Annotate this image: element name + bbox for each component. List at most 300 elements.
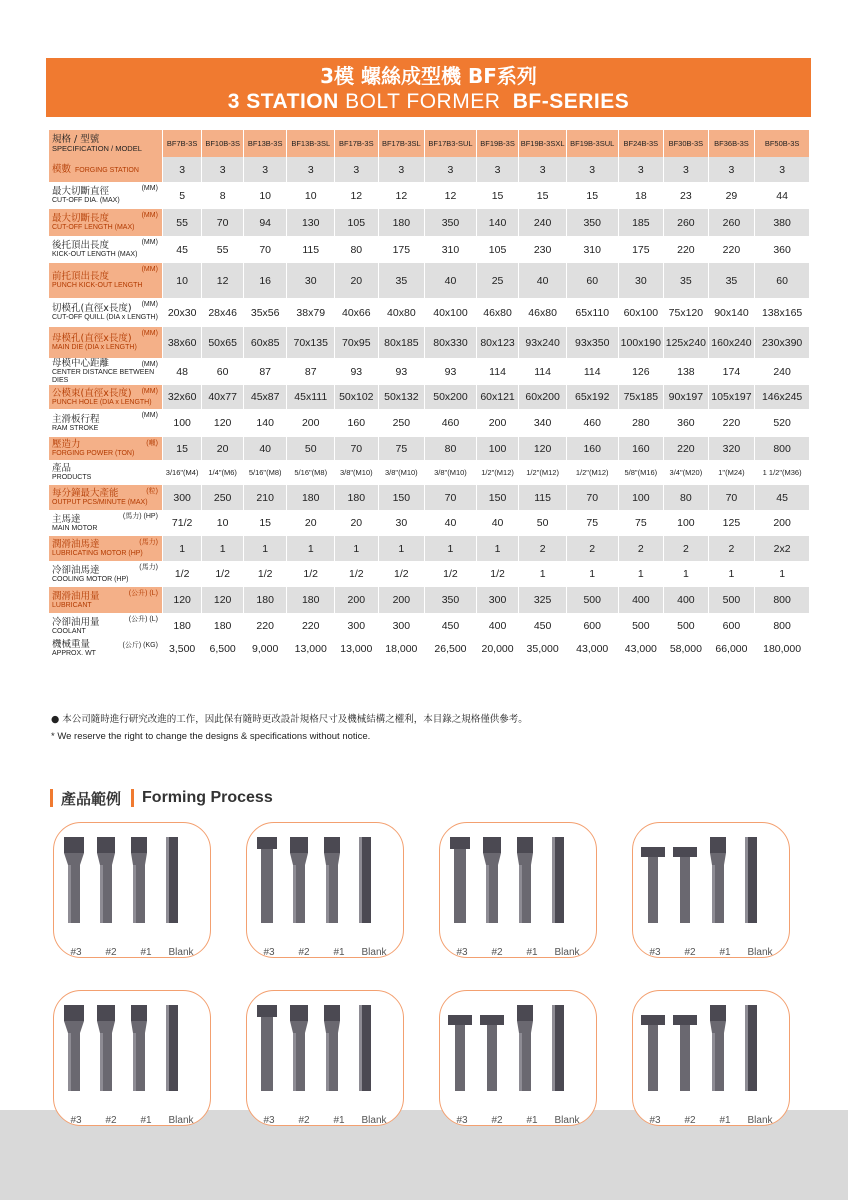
spec-value-cell: 80x185 xyxy=(378,327,425,358)
forming-example-card xyxy=(246,822,404,958)
spec-value-cell: 87 xyxy=(287,358,335,385)
spec-value-cell: 40x77 xyxy=(202,385,244,409)
spec-value-cell: 60x85 xyxy=(243,327,287,358)
spec-row xyxy=(49,209,810,236)
forming-parts-illustration xyxy=(440,823,597,958)
row-label-cn: 主滑板行程 xyxy=(52,413,100,425)
part-stage-1 xyxy=(324,1005,340,1091)
spec-value-cell: 30 xyxy=(287,263,335,298)
spec-value-cell: 220 xyxy=(287,613,335,639)
part-stage-2 xyxy=(480,1015,504,1091)
forming-parts-illustration xyxy=(633,991,790,1126)
spec-value-cell: 320 xyxy=(708,437,755,460)
stage-label: #1 xyxy=(719,1115,731,1126)
model-header-cell: BF17B3-SUL xyxy=(425,130,477,157)
part-stage-0 xyxy=(166,1005,178,1091)
spec-row xyxy=(49,236,810,263)
spec-value-cell: 75x120 xyxy=(664,298,709,327)
spec-value-cell: 70 xyxy=(566,485,618,510)
spec-value-cell: 3 xyxy=(566,157,618,182)
stage-label: #3 xyxy=(263,1115,275,1126)
forming-example-card xyxy=(632,822,790,958)
spec-row xyxy=(49,485,810,510)
spec-value-cell: 1 xyxy=(425,536,477,561)
stage-label: #3 xyxy=(263,947,275,958)
spec-value-cell: 30 xyxy=(618,263,664,298)
stage-label: #2 xyxy=(298,1115,310,1126)
part-stage-2 xyxy=(97,837,115,923)
spec-value-cell: 1/4"(M6) xyxy=(202,460,244,485)
spec-value-cell: 46x80 xyxy=(519,298,567,327)
part-stage-2 xyxy=(290,837,308,923)
spec-value-cell: 38x60 xyxy=(162,327,201,358)
stage-label: Blank xyxy=(361,947,387,958)
spec-value-cell: 30 xyxy=(378,510,425,536)
spec-value-cell: 80 xyxy=(425,437,477,460)
spec-value-cell: 350 xyxy=(425,587,477,613)
spec-value-cell: 75x185 xyxy=(618,385,664,409)
model-header-cell: BF13B-3S xyxy=(243,130,287,157)
part-stage-3 xyxy=(450,837,470,923)
row-label-cn: 潤滑油用量 xyxy=(52,590,100,602)
part-stage-2 xyxy=(673,1015,697,1091)
spec-value-cell: 3 xyxy=(287,157,335,182)
row-label-unit: (MM) xyxy=(141,266,158,273)
row-label-en: CENTER DISTANCE BETWEEN DIES xyxy=(52,369,155,384)
spec-value-cell: 18,000 xyxy=(378,639,425,658)
spec-value-cell: 12 xyxy=(335,182,379,209)
spec-value-cell: 500 xyxy=(708,587,755,613)
row-label-cell xyxy=(49,639,162,658)
row-label-cn: 最大切斷長度 xyxy=(52,213,110,224)
spec-value-cell: 3 xyxy=(708,157,755,182)
stage-label: Blank xyxy=(168,1115,194,1126)
spec-value-cell: 65x192 xyxy=(566,385,618,409)
spec-value-cell: 180 xyxy=(202,613,244,639)
spec-value-cell: 210 xyxy=(243,485,287,510)
model-header-cell: BF24B-3S xyxy=(618,130,664,157)
spec-value-cell: 20x30 xyxy=(162,298,201,327)
spec-value-cell: 20,000 xyxy=(476,639,519,658)
row-label-cell xyxy=(49,437,162,460)
spec-value-cell: 26,500 xyxy=(425,639,477,658)
spec-value-cell: 8 xyxy=(202,182,244,209)
spec-value-cell: 220 xyxy=(664,236,709,263)
stage-label: #2 xyxy=(105,1115,117,1126)
spec-row xyxy=(49,613,810,639)
spec-row xyxy=(49,358,810,385)
spec-value-cell: 45x87 xyxy=(243,385,287,409)
spec-value-cell: 3 xyxy=(378,157,425,182)
spec-value-cell: 3/16"(M4) xyxy=(162,460,201,485)
forming-parts-illustration xyxy=(633,823,790,958)
model-header-cell: BF19B-3SUL xyxy=(566,130,618,157)
spec-value-cell: 15 xyxy=(566,182,618,209)
spec-value-cell: 93x240 xyxy=(519,327,567,358)
spec-value-cell: 3 xyxy=(476,157,519,182)
row-label-en: KICK-OUT LENGTH (MAX) xyxy=(52,251,138,258)
row-label-unit: (粒) xyxy=(146,488,158,495)
spec-value-cell: 100 xyxy=(476,437,519,460)
row-label-unit: (MM) xyxy=(141,388,158,395)
spec-value-cell: 230x390 xyxy=(755,327,810,358)
model-header-cell: BF30B-3S xyxy=(664,130,709,157)
spec-value-cell: 80 xyxy=(335,236,379,263)
spec-value-cell: 140 xyxy=(243,409,287,437)
spec-value-cell: 45x111 xyxy=(287,385,335,409)
spec-value-cell: 120 xyxy=(162,587,201,613)
spec-value-cell: 5/16"(M8) xyxy=(243,460,287,485)
spec-value-cell: 10 xyxy=(162,263,201,298)
stage-label: #3 xyxy=(70,947,82,958)
spec-value-cell: 93 xyxy=(425,358,477,385)
row-label-en: RAM STROKE xyxy=(52,424,99,432)
spec-value-cell: 70 xyxy=(708,485,755,510)
spec-value-cell: 50x65 xyxy=(202,327,244,358)
spec-value-cell: 120 xyxy=(202,587,244,613)
stage-label: #2 xyxy=(298,947,310,958)
spec-value-cell: 150 xyxy=(476,485,519,510)
spec-value-cell: 114 xyxy=(476,358,519,385)
spec-value-cell: 125 xyxy=(708,510,755,536)
spec-value-cell: 15 xyxy=(476,182,519,209)
part-stage-2 xyxy=(483,837,501,923)
spec-value-cell: 80x123 xyxy=(476,327,519,358)
row-label-cn: 母模中心距離 xyxy=(52,358,110,369)
spec-row xyxy=(49,157,810,182)
row-label-cn: 模數 xyxy=(52,164,72,175)
part-stage-3 xyxy=(448,1015,472,1091)
row-label-cell xyxy=(49,358,162,385)
row-label-cn: 最大切斷直徑 xyxy=(52,186,110,197)
spec-value-cell: 3 xyxy=(755,157,810,182)
spec-value-cell: 60x100 xyxy=(618,298,664,327)
spec-value-cell: 1/2"(M12) xyxy=(476,460,519,485)
spec-row xyxy=(49,561,810,587)
model-header-cell: BF17B-3S xyxy=(335,130,379,157)
part-stage-1 xyxy=(517,837,533,923)
stage-label: #3 xyxy=(649,947,661,958)
spec-value-cell: 20 xyxy=(202,437,244,460)
heading-bar xyxy=(131,789,134,807)
spec-value-cell: 80 xyxy=(664,485,709,510)
stage-label: Blank xyxy=(747,1115,773,1126)
spec-value-cell: 40 xyxy=(243,437,287,460)
spec-value-cell: 250 xyxy=(378,409,425,437)
spec-value-cell: 40 xyxy=(425,510,477,536)
row-label-unit: (公斤) (KG) xyxy=(122,642,158,649)
forming-process-heading xyxy=(50,787,273,809)
spec-value-cell: 1/2 xyxy=(378,561,425,587)
spec-value-cell: 450 xyxy=(425,613,477,639)
spec-value-cell: 1/2"(M12) xyxy=(566,460,618,485)
spec-value-cell: 1 xyxy=(243,536,287,561)
spec-value-cell: 200 xyxy=(755,510,810,536)
spec-row xyxy=(49,510,810,536)
row-label-cn: 每分鐘最大產能 xyxy=(52,488,119,499)
spec-value-cell: 20 xyxy=(335,263,379,298)
spec-value-cell: 70 xyxy=(335,437,379,460)
spec-value-cell: 60x200 xyxy=(519,385,567,409)
spec-value-cell: 500 xyxy=(566,587,618,613)
forming-parts-illustration xyxy=(247,823,404,958)
title-en-main: BOLT FORMER xyxy=(345,90,501,113)
spec-value-cell: 1/2 xyxy=(476,561,519,587)
forming-example-card xyxy=(53,990,211,1126)
spec-value-cell: 500 xyxy=(664,613,709,639)
spec-value-cell: 160 xyxy=(335,409,379,437)
spec-value-cell: 200 xyxy=(476,409,519,437)
spec-value-cell: 138x165 xyxy=(755,298,810,327)
spec-value-cell: 3 xyxy=(519,157,567,182)
spec-value-cell: 1 xyxy=(287,536,335,561)
part-stage-1 xyxy=(324,837,340,923)
spec-value-cell: 180 xyxy=(378,209,425,236)
row-label-unit: (MM) xyxy=(141,301,158,308)
spec-value-cell: 800 xyxy=(755,437,810,460)
spec-value-cell: 250 xyxy=(202,485,244,510)
spec-value-cell: 3 xyxy=(425,157,477,182)
title-banner xyxy=(46,58,811,117)
spec-value-cell: 75 xyxy=(618,510,664,536)
spec-value-cell: 94 xyxy=(243,209,287,236)
row-label-cn: 後托頂出長度 xyxy=(52,240,110,251)
spec-value-cell: 44 xyxy=(755,182,810,209)
spec-value-cell: 100x190 xyxy=(618,327,664,358)
row-label-en: COOLING MOTOR (HP) xyxy=(52,575,129,583)
stage-label: #3 xyxy=(456,947,468,958)
spec-value-cell: 100 xyxy=(162,409,201,437)
row-label-cn: 冷卻油馬達 xyxy=(52,564,100,576)
spec-value-cell: 5/16"(M8) xyxy=(287,460,335,485)
row-label-cell xyxy=(49,409,162,437)
spec-value-cell: 1/2 xyxy=(243,561,287,587)
spec-value-cell: 35 xyxy=(664,263,709,298)
spec-value-cell: 220 xyxy=(243,613,287,639)
row-label-unit: (MM) xyxy=(141,361,158,368)
spec-value-cell: 520 xyxy=(755,409,810,437)
part-stage-1 xyxy=(517,1005,533,1091)
row-label-unit: (MM) xyxy=(141,412,158,419)
model-header-cell: BF17B-3SL xyxy=(378,130,425,157)
spec-value-cell: 115 xyxy=(287,236,335,263)
spec-value-cell: 146x245 xyxy=(755,385,810,409)
spec-value-cell: 1/2 xyxy=(287,561,335,587)
spec-value-cell: 35 xyxy=(378,263,425,298)
stage-label: #2 xyxy=(491,1115,503,1126)
row-label-en: FORGING STATION xyxy=(75,167,139,174)
row-label-cell xyxy=(49,561,162,587)
spec-value-cell: 1 xyxy=(618,561,664,587)
spec-value-cell: 43,000 xyxy=(618,639,664,658)
spec-value-cell: 40 xyxy=(519,263,567,298)
stage-label: Blank xyxy=(361,1115,387,1126)
row-label-cell xyxy=(49,298,162,327)
row-label-cn: 主馬達 xyxy=(52,513,81,525)
spec-value-cell: 1/2"(M12) xyxy=(519,460,567,485)
spec-value-cell: 93x350 xyxy=(566,327,618,358)
stage-label: #1 xyxy=(719,947,731,958)
spec-value-cell: 28x46 xyxy=(202,298,244,327)
row-label-cell xyxy=(49,536,162,561)
spec-value-cell: 38x79 xyxy=(287,298,335,327)
spec-value-cell: 150 xyxy=(378,485,425,510)
row-label-unit: (馬力) xyxy=(139,564,158,571)
spec-value-cell: 3/8"(M10) xyxy=(335,460,379,485)
forming-parts-illustration xyxy=(54,991,211,1126)
spec-value-cell: 70 xyxy=(425,485,477,510)
spec-value-cell: 20 xyxy=(335,510,379,536)
row-label-cell xyxy=(49,209,162,236)
part-stage-3 xyxy=(64,1005,84,1091)
spec-value-cell: 200 xyxy=(335,587,379,613)
spec-value-cell: 25 xyxy=(476,263,519,298)
spec-value-cell: 126 xyxy=(618,358,664,385)
part-stage-0 xyxy=(166,837,178,923)
stage-label: Blank xyxy=(554,1115,580,1126)
spec-value-cell: 310 xyxy=(425,236,477,263)
spec-value-cell: 1/2 xyxy=(162,561,201,587)
spec-value-cell: 40x66 xyxy=(335,298,379,327)
part-stage-2 xyxy=(673,847,697,923)
row-label-en: PUNCH HOLE (DIA x LENGTH) xyxy=(52,398,152,406)
row-label-cell xyxy=(49,485,162,510)
spec-value-cell: 50x132 xyxy=(378,385,425,409)
spec-row xyxy=(49,536,810,561)
spec-row xyxy=(49,182,810,209)
row-label-cn: 母模孔(直徑x長度) xyxy=(52,333,132,344)
spec-value-cell: 13,000 xyxy=(335,639,379,658)
row-label-cn: 前托頂出長度 xyxy=(52,271,110,282)
row-label-en: CUT-OFF QUILL (DIA x LENGTH) xyxy=(52,314,158,321)
heading-en: Forming Process xyxy=(142,789,273,806)
row-label-en: MAIN MOTOR xyxy=(52,524,98,532)
spec-value-cell: 55 xyxy=(162,209,201,236)
spec-value-cell: 125x240 xyxy=(664,327,709,358)
row-label-en: FORGING POWER (TON) xyxy=(52,450,135,457)
spec-value-cell: 114 xyxy=(519,358,567,385)
spec-value-cell: 1 1/2"(M36) xyxy=(755,460,810,485)
spec-value-cell: 3 xyxy=(162,157,201,182)
model-header-cell: BF36B-3S xyxy=(708,130,755,157)
note-english: * We reserve the right to change the designs & specifications without notice. xyxy=(51,731,371,742)
forming-example-card xyxy=(246,990,404,1126)
spec-value-cell: 460 xyxy=(566,409,618,437)
spec-value-cell: 3,500 xyxy=(162,639,201,658)
row-label-en: COOLANT xyxy=(52,627,86,635)
spec-value-cell: 15 xyxy=(519,182,567,209)
spec-value-cell: 240 xyxy=(519,209,567,236)
spec-value-cell: 32x60 xyxy=(162,385,201,409)
spec-value-cell: 200 xyxy=(287,409,335,437)
spec-value-cell: 180 xyxy=(287,485,335,510)
spec-value-cell: 10 xyxy=(202,510,244,536)
header-label-cn: 規格 / 型號 xyxy=(52,134,100,145)
spec-value-cell: 105 xyxy=(476,236,519,263)
spec-value-cell: 70x135 xyxy=(287,327,335,358)
row-label-cn: 產品 xyxy=(52,463,72,474)
spec-value-cell: 138 xyxy=(664,358,709,385)
spec-value-cell: 400 xyxy=(618,587,664,613)
spec-row xyxy=(49,437,810,460)
spec-value-cell: 300 xyxy=(476,587,519,613)
spec-value-cell: 1"(M24) xyxy=(708,460,755,485)
spec-value-cell: 2 xyxy=(708,536,755,561)
spec-table xyxy=(49,130,810,658)
row-label-unit: (公升) (L) xyxy=(128,616,158,623)
spec-value-cell: 1 xyxy=(519,561,567,587)
spec-value-cell: 130 xyxy=(287,209,335,236)
row-label-unit: (MM) xyxy=(141,239,158,246)
spec-value-cell: 180 xyxy=(243,587,287,613)
row-label-en: APPROX. WT xyxy=(52,650,96,657)
spec-value-cell: 1 xyxy=(378,536,425,561)
spec-value-cell: 60x121 xyxy=(476,385,519,409)
spec-value-cell: 600 xyxy=(566,613,618,639)
forming-parts-illustration xyxy=(54,823,211,958)
spec-value-cell: 40 xyxy=(476,510,519,536)
spec-value-cell: 115 xyxy=(519,485,567,510)
spec-value-cell: 1/2 xyxy=(202,561,244,587)
spec-value-cell: 40x80 xyxy=(378,298,425,327)
spec-value-cell: 460 xyxy=(425,409,477,437)
table-header-row xyxy=(49,130,810,157)
part-stage-2 xyxy=(290,1005,308,1091)
spec-value-cell: 100 xyxy=(664,510,709,536)
spec-value-cell: 1 xyxy=(335,536,379,561)
row-label-en: PUNCH KICK-OUT LENGTH xyxy=(52,282,143,289)
stage-label: #2 xyxy=(105,947,117,958)
spec-value-cell: 18 xyxy=(618,182,664,209)
spec-row xyxy=(49,327,810,358)
spec-value-cell: 45 xyxy=(755,485,810,510)
row-label-en: MAIN DIE (DIA x LENGTH) xyxy=(52,344,137,351)
model-header-cell: BF7B-3S xyxy=(162,130,201,157)
spec-value-cell: 48 xyxy=(162,358,201,385)
spec-value-cell: 120 xyxy=(519,437,567,460)
spec-value-cell: 160 xyxy=(618,437,664,460)
spec-value-cell: 1 xyxy=(202,536,244,561)
spec-value-cell: 43,000 xyxy=(566,639,618,658)
row-label-en: CUT-OFF DIA. (MAX) xyxy=(52,197,120,204)
spec-value-cell: 100 xyxy=(618,485,664,510)
spec-value-cell: 2 xyxy=(566,536,618,561)
spec-value-cell: 90x197 xyxy=(664,385,709,409)
spec-value-cell: 55 xyxy=(202,236,244,263)
spec-value-cell: 5 xyxy=(162,182,201,209)
header-label-en: SPECIFICATION / MODEL xyxy=(52,144,142,153)
spec-value-cell: 280 xyxy=(618,409,664,437)
stage-label: #2 xyxy=(491,947,503,958)
forming-parts-illustration xyxy=(440,991,597,1126)
spec-value-cell: 3 xyxy=(618,157,664,182)
part-stage-0 xyxy=(552,1005,564,1091)
row-label-cn: 潤滑油馬達 xyxy=(52,539,100,550)
model-header-cell: BF19B-3SXL xyxy=(519,130,567,157)
part-stage-3 xyxy=(257,837,277,923)
stage-label: #2 xyxy=(684,1115,696,1126)
row-label-en: PRODUCTS xyxy=(52,474,92,481)
spec-value-cell: 23 xyxy=(664,182,709,209)
row-label-cell xyxy=(49,263,162,298)
spec-value-cell: 220 xyxy=(708,409,755,437)
spec-row xyxy=(49,298,810,327)
spec-value-cell: 40x100 xyxy=(425,298,477,327)
spec-value-cell: 50x102 xyxy=(335,385,379,409)
row-label-cell xyxy=(49,182,162,209)
spec-row xyxy=(49,587,810,613)
spec-row xyxy=(49,460,810,485)
